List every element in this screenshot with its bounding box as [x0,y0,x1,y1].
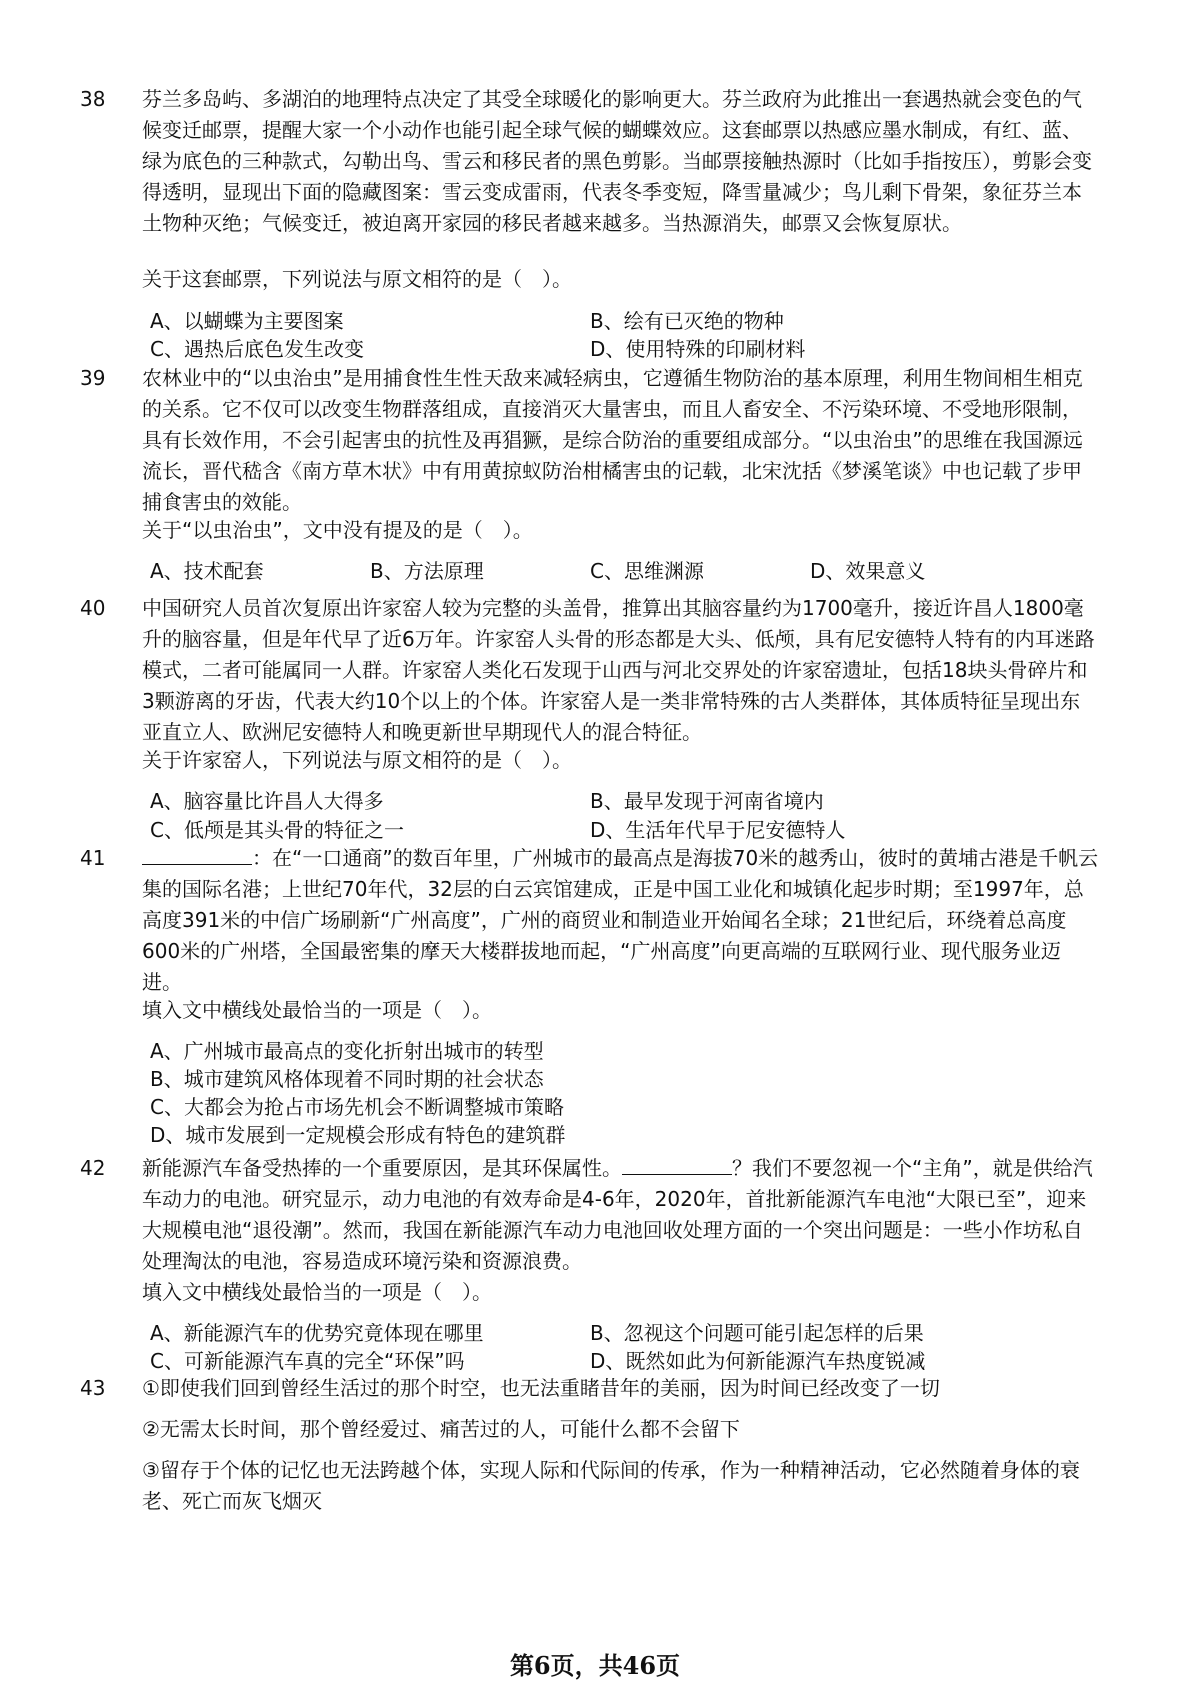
question-prompt: 关于许家窑人，下列说法与原文相符的是（ ）。 [142,748,572,772]
question-passage [142,1153,1100,1277]
question-number: 42 [80,1156,106,1180]
option-d[interactable]: D、生活年代早于尼安德特人 [590,818,846,842]
option-b[interactable]: B、最早发现于河南省境内 [590,789,824,813]
question-38 [80,84,1100,364]
question-39 [80,363,1100,593]
option-a[interactable]: A、新能源汽车的优势究竟体现在哪里 [150,1321,484,1345]
answer-blank [622,1154,732,1175]
option-d[interactable]: D、效果意义 [810,559,926,583]
option-c[interactable]: C、低颅是其头骨的特征之一 [150,818,404,842]
answer-blank [142,844,252,865]
page-footer: 第6页，共46页 [509,1651,681,1680]
question-passage: 芬兰多岛屿、多湖泊的地理特点决定了其受全球暖化的影响更大。芬兰政府为此推出一套遇热就会变色的气候变迁邮票，提醒大家一个小动作也能引起全球气候的蝴蝶效应。这套邮票以热感应墨水制成，有红、蓝、绿为底色的三种款式，勾勒出鸟、雪云和移民者的黑色剪影。当邮票接触热源时（比如手指按压），剪影会变得透明，显现出下面的隐藏图案：雪云变成雷雨，代表冬季变短，降雪量减少；鸟儿剩下骨架，象征芬兰本土物种灭绝；气候变迁，被迫离开家园的移民者越来越多。当热源消失，邮票又会恢复原状。 [142,87,1092,235]
passage-text-before: 新能源汽车备受热捧的一个重要原因，是其环保属性。 [142,1156,622,1180]
question-41 [80,843,1100,1153]
question-40 [80,593,1100,843]
passage-text-after: ？我们不要忽视一个“主角”，就是供给汽车动力的电池。研究显示，动力电池的有效寿命是4-6年，2020年，首批新能源汽车电池“大限已至”，迎来大规模电池“退役潮”。然而，我国在新能源汽车动力电池回收处理方面的一个突出问题是：一些小作坊私自处理淘汰的电池，容易造成环境污染和资源浪费。 [142,1156,1093,1273]
sentence-2: ②无需太长时间，那个曾经爱过、痛苦过的人，可能什么都不会留下 [142,1417,740,1441]
question-prompt: 填入文中横线处最恰当的一项是（ ）。 [142,1280,492,1304]
passage-text: ：在“一口通商”的数百年里，广州城市的最高点是海拔70米的越秀山，彼时的黄埔古港是千帆云集的国际名港；上世纪70年代，32层的白云宾馆建成，正是中国工业化和城镇化起步时期；至1997年，总高度391米的中信广场刷新“广州高度”，广州的商贸业和制造业开始闻名全球；21世纪后，环绕着总高度600米的广州塔，全国最密集的摩天大楼群拔地而起，“广州高度”向更高端的互联网行业、现代服务业迈进。 [142,846,1099,994]
option-c[interactable]: C、大都会为抢占市场先机会不断调整城市策略 [150,1095,564,1119]
question-prompt: 关于“以虫治虫”，文中没有提及的是（ ）。 [142,518,533,542]
question-passage [142,843,1100,998]
question-42 [80,1153,1100,1373]
question-number: 40 [80,596,106,620]
option-d[interactable]: D、使用特殊的印刷材料 [590,337,806,361]
option-a[interactable]: A、广州城市最高点的变化折射出城市的转型 [150,1039,544,1063]
option-d[interactable]: D、既然如此为何新能源汽车热度锐减 [590,1349,926,1373]
option-c[interactable]: C、思维渊源 [590,559,704,583]
option-b[interactable]: B、城市建筑风格体现着不同时期的社会状态 [150,1067,544,1091]
option-a[interactable]: A、脑容量比许昌人大得多 [150,789,384,813]
option-b[interactable]: B、绘有已灭绝的物种 [590,309,784,333]
question-prompt: 关于这套邮票，下列说法与原文相符的是（ ）。 [142,267,572,291]
option-a[interactable]: A、以蝴蝶为主要图案 [150,309,344,333]
sentence-3: ③留存于个体的记忆也无法跨越个体，实现人际和代际间的传承，作为一种精神活动，它必然随着身体的衰老、死亡而灰飞烟灭 [142,1458,1080,1513]
option-c[interactable]: C、遇热后底色发生改变 [150,337,364,361]
question-passage: 农林业中的“以虫治虫”是用捕食性生性天敌来减轻病虫，它遵循生物防治的基本原理，利用生物间相生相克的关系。它不仅可以改变生物群落组成，直接消灭大量害虫，而且人畜安全、不污染环境、不受地形限制，具有长效作用，不会引起害虫的抗性及再猖獗，是综合防治的重要组成部分。“以虫治虫”的思维在我国源远流长，晋代嵇含《南方草木状》中有用黄掠蚁防治柑橘害虫的记载，北宋沈括《梦溪笔谈》中也记载了步甲捕食害虫的效能。 [142,366,1083,514]
question-43 [80,1373,1100,1513]
question-number: 41 [80,846,106,870]
question-number: 39 [80,366,106,390]
option-d[interactable]: D、城市发展到一定规模会形成有特色的建筑群 [150,1123,566,1147]
question-prompt: 填入文中横线处最恰当的一项是（ ）。 [142,998,492,1022]
sentence-1: ①即使我们回到曾经生活过的那个时空，也无法重睹昔年的美丽，因为时间已经改变了一切 [142,1376,940,1400]
question-passage: 中国研究人员首次复原出许家窑人较为完整的头盖骨，推算出其脑容量约为1700毫升，接近许昌人1800毫升的脑容量，但是年代早了近6万年。许家窑人头骨的形态都是大头、低颅，具有尼安德特人特有的内耳迷路模式，二者可能属同一人群。许家窑人类化石发现于山西与河北交界处的许家窑遗址，包括18块头骨碎片和3颗游离的牙齿，代表大约10个以上的个体。许家窑人是一类非常特殊的古人类群体，其体质特征呈现出东亚直立人、欧洲尼安德特人和晚更新世早期现代人的混合特征。 [142,596,1095,744]
option-b[interactable]: B、方法原理 [370,559,484,583]
question-number: 43 [80,1376,106,1400]
option-c[interactable]: C、可新能源汽车真的完全“环保”吗 [150,1349,465,1373]
option-a[interactable]: A、技术配套 [150,559,264,583]
option-b[interactable]: B、忽视这个问题可能引起怎样的后果 [590,1321,924,1345]
question-number: 38 [80,87,106,111]
